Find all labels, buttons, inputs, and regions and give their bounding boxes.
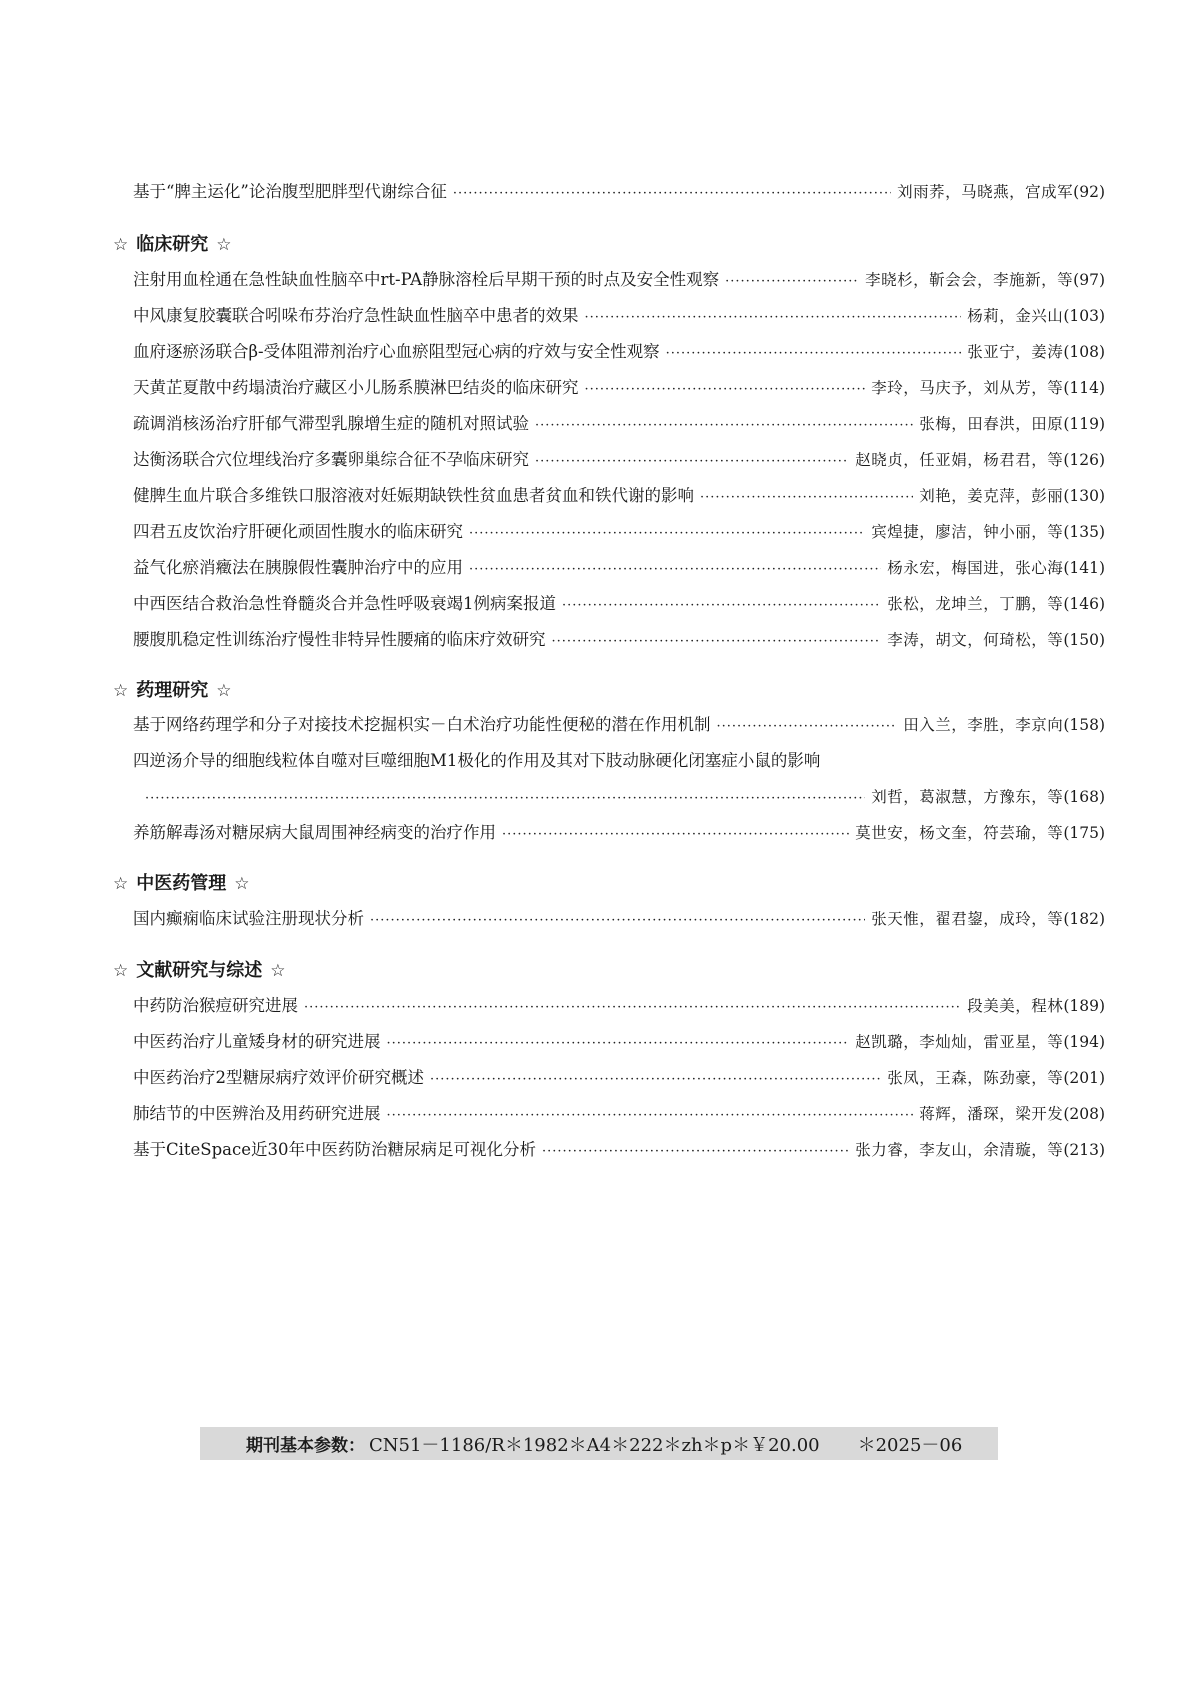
entry-authors: 张天惟，翟君鋆，成玲，等: [871, 910, 1064, 928]
entry-authors: 赵凯璐，李灿灿，雷亚星，等: [855, 1033, 1064, 1051]
toc-entry[interactable]: [133, 818, 1105, 848]
entry-page: (150): [1063, 631, 1105, 649]
entry-page: (201): [1063, 1069, 1105, 1087]
toc-entry[interactable]: [133, 301, 1105, 331]
entry-title: 中西医结合救治急性脊髓炎合并急性呼吸衰竭1例病案报道: [133, 594, 556, 613]
entry-title: 益气化瘀消癥法在胰腺假性囊肿治疗中的应用: [133, 558, 463, 577]
journal-parameters-bar: [200, 1427, 998, 1460]
entry-title: 天黄芷夏散中药塌渍治疗藏区小儿肠系膜淋巴结炎的临床研究: [133, 378, 579, 397]
entry-title: 肺结节的中医辨治及用药研究进展: [133, 1104, 381, 1123]
dot-leader: [502, 820, 849, 850]
entry-authors: 李晓杉，靳会会，李施新，等: [865, 271, 1074, 289]
toc-entry-continued[interactable]: [133, 782, 1105, 812]
dot-leader: [453, 179, 891, 209]
star-icon: ☆: [113, 681, 129, 701]
toc-entry[interactable]: [133, 265, 1105, 295]
entry-page: (213): [1063, 1141, 1105, 1159]
dot-leader: [717, 712, 898, 742]
star-icon: ☆: [216, 235, 232, 255]
parameters-label: 期刊基本参数：: [246, 1436, 365, 1456]
entry-page: (182): [1063, 910, 1105, 928]
star-icon: ☆: [113, 961, 129, 981]
section-label: 中医药管理: [136, 873, 227, 894]
dot-leader: [535, 411, 913, 441]
toc-entry[interactable]: [133, 1135, 1105, 1165]
entry-title: 疏调消核汤治疗肝郁气滞型乳腺增生症的随机对照试验: [133, 414, 529, 433]
toc-entry[interactable]: [133, 1099, 1105, 1129]
entry-page: (175): [1063, 824, 1105, 842]
entry-authors: 李涛，胡文，何琦松，等: [887, 631, 1064, 649]
entry-authors: 赵晓贞，任亚娟，杨君君，等: [855, 451, 1064, 469]
entry-title: 健脾生血片联合多维铁口服溶液对妊娠期缺铁性贫血患者贫血和铁代谢的影响: [133, 486, 694, 505]
entry-page: (92): [1073, 183, 1105, 201]
dot-leader: [585, 303, 962, 333]
section-heading-literature-review: [113, 955, 286, 987]
entry-title: 四君五皮饮治疗肝硬化顽固性腹水的临床研究: [133, 522, 463, 541]
entry-page: (168): [1063, 788, 1105, 806]
toc-entry[interactable]: [133, 625, 1105, 655]
entry-authors: 张力睿，李友山，余清璇，等: [855, 1141, 1064, 1159]
section-label: 文献研究与综述: [136, 960, 263, 981]
entry-authors: 张松，龙坤兰，丁鹏，等: [887, 595, 1064, 613]
entry-page: (108): [1063, 343, 1105, 361]
entry-authors: 蒋辉，潘琛，梁开发: [919, 1105, 1064, 1123]
entry-authors: 杨莉，金兴山: [967, 307, 1064, 325]
parameters-value: CN51－1186/R＊1982＊A4＊222＊zh＊p＊￥20.00: [369, 1434, 820, 1456]
dot-leader: [304, 993, 961, 1023]
section-label: 临床研究: [136, 234, 209, 255]
toc-entry[interactable]: [133, 589, 1105, 619]
entry-title: 中风康复胶囊联合吲哚布芬治疗急性缺血性脑卒中患者的效果: [133, 306, 579, 325]
entry-authors: 张亚宁，姜涛: [967, 343, 1064, 361]
issue-date: ＊2025－06: [857, 1434, 963, 1456]
dot-leader: [700, 483, 913, 513]
entry-page: (146): [1063, 595, 1105, 613]
entry-title: 腰腹肌稳定性训练治疗慢性非特异性腰痛的临床疗效研究: [133, 630, 546, 649]
star-icon: ☆: [113, 874, 129, 894]
entry-authors: 宾煌捷，廖洁，钟小丽，等: [871, 523, 1064, 541]
dot-leader: [725, 267, 859, 297]
entry-title: 中医药治疗儿童矮身材的研究进展: [133, 1032, 381, 1051]
entry-page: (135): [1063, 523, 1105, 541]
entry-authors: 刘艳，姜克萍，彭丽: [919, 487, 1064, 505]
toc-entry[interactable]: [133, 445, 1105, 475]
entry-page: (119): [1063, 415, 1105, 433]
entry-page: (194): [1063, 1033, 1105, 1051]
entry-authors: 张凤，王森，陈劲豪，等: [887, 1069, 1064, 1087]
toc-entry[interactable]: [133, 1027, 1105, 1057]
entry-page: (97): [1073, 271, 1105, 289]
entry-authors: 杨永宏，梅国进，张心海: [887, 559, 1064, 577]
toc-entry[interactable]: [133, 409, 1105, 439]
toc-entry[interactable]: [133, 904, 1105, 934]
toc-entry[interactable]: [133, 1063, 1105, 1093]
dot-leader: [542, 1137, 849, 1167]
entry-authors: 刘雨荞，马晓燕，宫成军: [897, 183, 1074, 201]
dot-leader: [585, 375, 866, 405]
star-icon: ☆: [270, 961, 286, 981]
toc-entry[interactable]: [133, 553, 1105, 583]
entry-title: 中医药治疗2型糖尿病疗效评价研究概述: [133, 1068, 424, 1087]
entry-title: 基于网络药理学和分子对接技术挖掘枳实－白术治疗功能性便秘的潜在作用机制: [133, 715, 711, 734]
entry-page: (158): [1063, 716, 1105, 734]
entry-page: (189): [1063, 997, 1105, 1015]
dot-leader: [562, 591, 881, 621]
star-icon: ☆: [113, 235, 129, 255]
toc-entry[interactable]: [133, 481, 1105, 511]
toc-entry[interactable]: [133, 373, 1105, 403]
toc-entry[interactable]: [133, 517, 1105, 547]
entry-authors: 莫世安，杨文奎，符芸瑜，等: [855, 824, 1064, 842]
toc-entry[interactable]: [133, 337, 1105, 367]
dot-leader: [535, 447, 849, 477]
entry-page: (126): [1063, 451, 1105, 469]
dot-leader: [387, 1101, 914, 1131]
entry-page: (208): [1063, 1105, 1105, 1123]
dot-leader: [666, 339, 962, 369]
entry-authors: 张梅，田春洪，田原: [919, 415, 1064, 433]
entry-authors: 李玲，马庆予，刘从芳，等: [871, 379, 1064, 397]
entry-title: 基于“脾主运化”论治腹型肥胖型代谢综合征: [133, 182, 447, 201]
dot-leader: [469, 555, 881, 585]
entry-page: (103): [1063, 307, 1105, 325]
star-icon: ☆: [216, 681, 232, 701]
entry-title: 养筋解毒汤对糖尿病大鼠周围神经病变的治疗作用: [133, 823, 496, 842]
dot-leader: [370, 906, 865, 936]
entry-title: 注射用血栓通在急性缺血性脑卒中rt-PA静脉溶栓后早期干预的时点及安全性观察: [133, 270, 720, 289]
star-icon: ☆: [234, 874, 250, 894]
entry-title: 基于CiteSpace近30年中医药防治糖尿病足可视化分析: [133, 1140, 537, 1159]
entry-authors: 刘哲，葛淑慧，方豫东，等: [871, 788, 1064, 806]
section-heading-tcm-management: [113, 868, 250, 900]
section-heading-clinical: [113, 229, 232, 261]
entry-title[interactable]: 四逆汤介导的细胞线粒体自噬对巨噬细胞M1极化的作用及其对下肢动脉硬化闭塞症小鼠的影响: [133, 751, 821, 770]
dot-leader: [469, 519, 865, 549]
entry-page: (114): [1063, 379, 1105, 397]
section-heading-pharmacology: [113, 675, 232, 707]
dot-leader: [552, 627, 882, 657]
dot-leader: [430, 1065, 881, 1095]
toc-entry[interactable]: [133, 710, 1105, 740]
toc-entry[interactable]: [133, 177, 1105, 207]
toc-entry[interactable]: [133, 991, 1105, 1021]
entry-authors: 田入兰，李胜，李京向: [903, 716, 1064, 734]
dot-leader: [145, 784, 865, 814]
section-label: 药理研究: [136, 680, 209, 701]
entry-title: 达衡汤联合穴位埋线治疗多囊卵巢综合征不孕临床研究: [133, 450, 529, 469]
dot-leader: [387, 1029, 850, 1059]
entry-page: (130): [1063, 487, 1105, 505]
entry-title: 中药防治猴痘研究进展: [133, 996, 298, 1015]
entry-page: (141): [1063, 559, 1105, 577]
entry-title: 血府逐瘀汤联合β-受体阻滞剂治疗心血瘀阻型冠心病的疗效与安全性观察: [133, 342, 660, 361]
entry-authors: 段美美，程林: [967, 997, 1064, 1015]
entry-title: 国内癫痫临床试验注册现状分析: [133, 909, 364, 928]
